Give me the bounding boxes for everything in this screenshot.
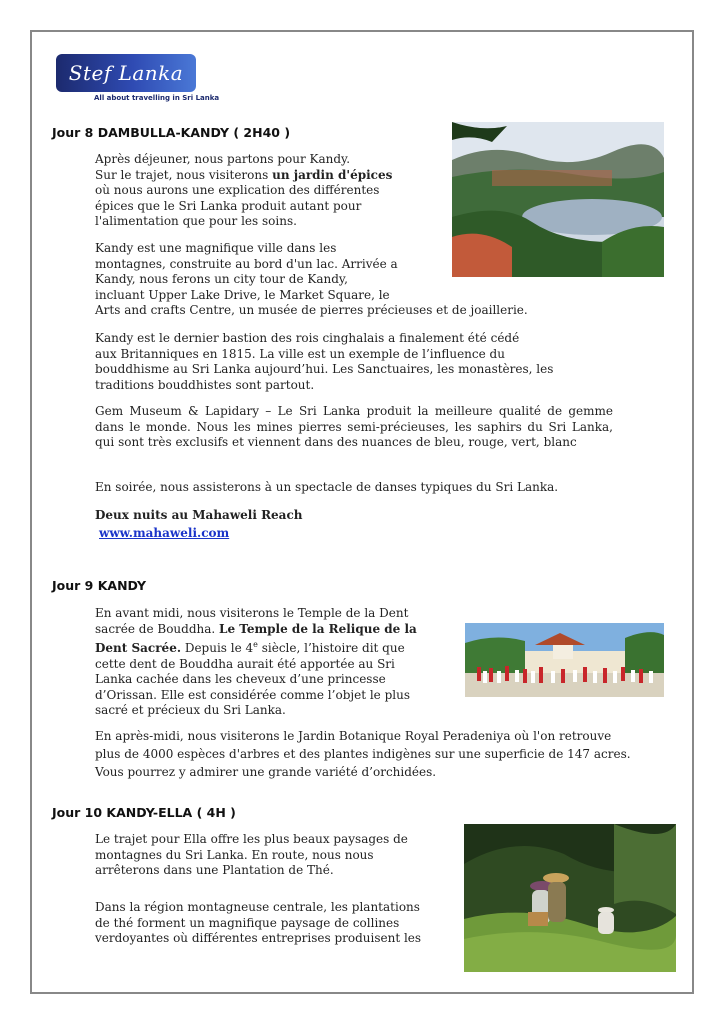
day10-heading: Jour 10 KANDY-ELLA ( 4H ) [52,805,236,820]
day8-heading: Jour 8 DAMBULLA-KANDY ( 2H40 ) [52,125,291,140]
day8-hotel: Deux nuits au Mahaweli Reach [95,508,303,522]
day8-spice-paragraph: Après déjeuner, nous partons pour Kandy. Sur le trajet, nous visiterons un jardin d'épices où nous aurons une explication des différentes épices que le Sri Lanka produit autant pour l'alimentation que pour les soins. [95,152,393,228]
day9-temple-paragraph: En avant midi, nous visiterons le Temple de la Dent sacrée de Bouddha. Le Temple de la Relique de la Dent Sacrée. Depuis le 4e siècle, l’histoire dit que cette dent de Bouddha aurait été apportée au Sri Lanka cachée dans les cheveux d’une princesse d’Orissan. Elle est considérée comme l’objet le plus sacré et précieux du Sri Lanka. [95,606,417,717]
mahaweli-link[interactable]: www.mahaweli.com [99,526,230,540]
spice-garden-highlight: un jardin d'épices [272,167,393,182]
day8-gem-paragraph: Gem Museum & Lapidary – Le Sri Lanka produit la meilleure qualité de gemme dans le monde. Nous les mines pierres semi-précieuses, les saphirs du Sri Lanka, qui sont très exclusifs et viennent dans des nuances de bleu, rouge, vert, blanc [95,404,613,449]
temple-relic-highlight: Le Temple de la Relique de la [219,621,417,636]
day8-kandy-paragraph: Kandy est une magnifique ville dans les montagnes, construite au bord d'un lac. Arrivée a Kandy, nous ferons un city tour de Kandy, incluant Upper Lake Drive, le Market Square, le Arts and crafts Centre, un musée de pierres précieuses et de joaillerie. [95,241,528,317]
day8-evening-paragraph: En soirée, nous assisterons à un spectacle de danses typiques du Sri Lanka. [95,480,559,494]
day10-tea-paragraph: Dans la région montagneuse centrale, les plantations de thé forment un magnifique paysage de collines verdoyantes où différentes entreprises produisent les [95,900,422,945]
tea-plantation-photo [464,824,676,972]
day9-heading: Jour 9 KANDY [52,578,147,593]
day10-route-paragraph: Le trajet pour Ella offre les plus beaux paysages de montagnes du Sri Lanka. En route, nous nous arrêterons dans une Plantation de Thé. [95,832,408,877]
brand-logo: Stef Lanka [56,54,196,92]
temple-tooth-photo [465,623,664,697]
day9-garden-paragraph: En après-midi, nous visiterons le Jardin Botanique Royal Peradeniya où l'on retrouve plus de 4000 espèces d'arbres et des plantes indigènes sur une superficie de 147 acres. Vous pourrez y admirer une grande variété d’orchidées. [95,729,631,779]
day8-history-paragraph: Kandy est le dernier bastion des rois cinghalais a finalement été cédé aux Britanniques en 1815. La ville est un exemple de l’influence du bouddhisme au Sri Lanka aujourd’hui. Les Sanctuaires, les monastères, les traditions bouddhistes sont partout. [95,331,554,392]
brand-tagline: All about travelling in Sri Lanka [94,94,220,102]
